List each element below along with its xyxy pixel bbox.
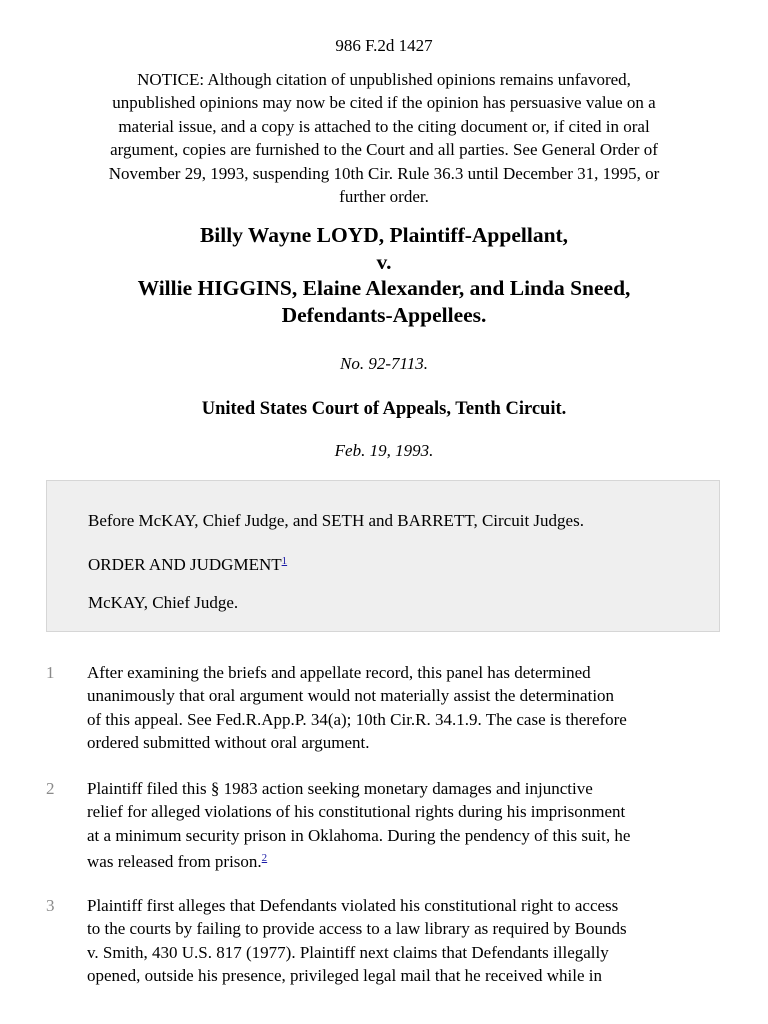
court-name: United States Court of Appeals, Tenth Circuit. (201, 399, 567, 419)
panel-before: Before McKAY, Chief Judge, and SETH and BARRETT, Circuit Judges. (88, 511, 584, 530)
opinion-author: McKAY, Chief Judge. (88, 593, 239, 612)
notice-line: November 29, 1993, suspending 10th Cir. Rule 36.3 until December 31, 1995, or (108, 163, 660, 183)
order-title: ORDER AND JUDGMENT (88, 555, 282, 574)
text-line: opened, outside his presence, privileged legal mail that he received while in (87, 966, 603, 986)
defendants-role-line: Defendants-Appellees. (281, 302, 487, 327)
text-line: v. Smith, 430 U.S. 817 (1977). Plaintiff next claims that Defendants illegally (87, 942, 609, 962)
versus-line: v. (376, 249, 392, 274)
judges-panel (46, 480, 720, 632)
paragraph-number: 3 (46, 896, 55, 915)
text-line: of this appeal. See Fed.R.App.P. 34(a); 10th Cir.R. 34.1.9. The case is therefore (87, 709, 627, 729)
paragraph-text (87, 777, 727, 874)
notice-line: NOTICE: Although citation of unpublished opinions remains unfavored, (137, 70, 631, 89)
decision-date: Feb. 19, 1993. (334, 441, 434, 460)
text-line (87, 847, 727, 873)
text-line: Plaintiff filed this § 1983 action seeking monetary damages and injunctive (87, 779, 593, 798)
text-line: relief for alleged violations of his constitutional rights during his imprisonment (87, 802, 626, 822)
paragraph-number: 2 (46, 779, 55, 798)
order-heading (88, 551, 287, 575)
notice-line: unpublished opinions may now be cited if the opinion has persuasive value on a (112, 93, 656, 113)
text-line: unanimously that oral argument would not materially assist the determination (87, 686, 615, 706)
text-line: Plaintiff first alleges that Defendants violated his constitutional right to access (87, 896, 619, 915)
text-line: After examining the briefs and appellate record, this panel has determined (87, 663, 591, 682)
footnote-link-2[interactable]: 2 (261, 852, 268, 865)
notice-line: further order. (339, 187, 429, 207)
paragraph-text (87, 661, 727, 755)
text-line-content: was released from prison. (87, 852, 262, 872)
docket-number: No. 92-7113. (340, 354, 428, 373)
paragraph-text (87, 894, 727, 988)
unpublished-notice (52, 68, 716, 208)
defendants-line: Willie HIGGINS, Elaine Alexander, and Linda Sneed, (137, 276, 631, 300)
notice-line: material issue, and a copy is attached to the citing document or, if cited in oral (118, 116, 650, 136)
plaintiff-line: Billy Wayne LOYD, Plaintiff-Appellant, (199, 223, 569, 247)
notice-line: argument, copies are furnished to the Court and all parties. See General Order of (110, 140, 658, 160)
text-line: at a minimum security prison in Oklahoma. During the pendency of this suit, he (87, 825, 631, 845)
footnote-link-1[interactable]: 1 (281, 555, 288, 567)
text-line: to the courts by failing to provide access to a law library as required by Bounds (87, 919, 627, 939)
case-caption (40, 222, 728, 328)
text-line: ordered submitted without oral argument. (87, 733, 370, 753)
reporter-citation: 986 F.2d 1427 (335, 36, 433, 55)
paragraph-number: 1 (46, 663, 55, 682)
